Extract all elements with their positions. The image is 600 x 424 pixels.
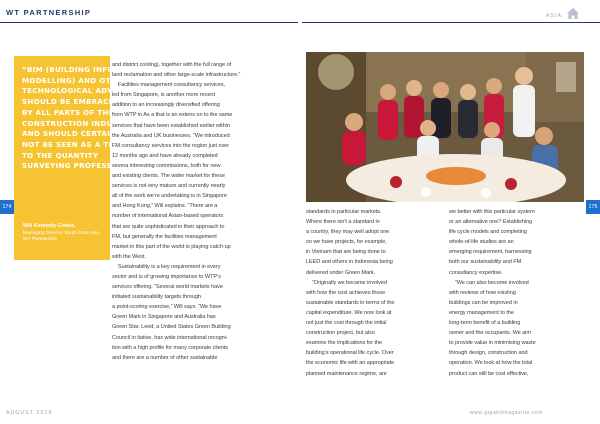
team-dinner-photo	[306, 52, 584, 202]
quote-author-name: Will Kennedy-Cooke,	[23, 223, 76, 229]
text-line: long-term benefit of a building	[449, 320, 521, 327]
region-label: ASIA	[546, 13, 563, 19]
text-line: a country, they may well adopt one	[306, 229, 390, 236]
issue-date: AUGUST 2019	[6, 410, 53, 416]
text-line: consultancy expertise.	[449, 269, 503, 276]
quote-line: “BIM (BUILDING INFORMATION	[22, 65, 153, 74]
text-line: services that have been established earlier within	[112, 122, 230, 129]
text-line: product can still be cost effective,	[449, 370, 529, 377]
text-line: life cycle models and completing	[449, 229, 527, 236]
text-line: construction project, but also	[306, 330, 375, 337]
body-column-right	[449, 207, 583, 379]
text-line: sustainable standards in terms of the	[306, 299, 395, 306]
text-line: building’s operational life cycle. Over	[306, 350, 394, 357]
text-line: addition to an increasingly diversified offering	[112, 102, 220, 109]
text-line: Facilities management consultancy services,	[112, 82, 226, 89]
text-line: the economic life with an appropriate	[306, 360, 395, 367]
text-line: so we have projects, for example,	[306, 239, 387, 246]
text-line: LEED and others in Indonesia being	[306, 259, 393, 266]
text-line: FM consultancy services into the region just over	[112, 142, 229, 149]
text-line: “We can also become involved	[449, 279, 529, 286]
quote-line: TO THE QUANTITY	[22, 150, 99, 160]
body-column-middle	[306, 207, 438, 379]
text-line: and Hong Kong,” Will explains. “There are a	[112, 203, 218, 210]
text-line: led from Singapore, is another more recent	[112, 92, 215, 99]
text-line: “Originally we became involved	[306, 279, 387, 286]
page-number-left: 174	[0, 200, 14, 214]
text-line: severa interesting commissions, both for new	[112, 162, 221, 169]
quote-author-role: Managing Director South East Asia, WT Partnership	[23, 231, 101, 243]
text-line: with reviews of how existing	[449, 289, 516, 296]
text-line: and existing clients. The wider market for these	[112, 173, 225, 180]
text-line: emerging requirement, harnessing	[449, 249, 532, 256]
text-line: Where there isn’t a standard in	[306, 219, 380, 226]
text-line: that are quite sophisticated in their approach to	[112, 223, 225, 230]
text-line: 12 months ago and have already completed	[112, 152, 218, 159]
text-line: initiated sustainability targets through	[112, 294, 201, 301]
text-line: with how the cost achieves those	[306, 289, 386, 296]
page-number-right: 175	[586, 200, 600, 214]
text-line: the Australia and UK businesses. “We introduced	[112, 132, 230, 139]
text-line: Green Mark in Singapore and Australia has	[112, 314, 216, 321]
text-line: standards in particular markets.	[306, 209, 382, 215]
text-line: owner and the occupants. We aim	[449, 330, 531, 337]
text-line: to provide value in minimising waste	[449, 340, 536, 347]
text-line: and district cooling), together with the full range of	[112, 62, 232, 68]
body-column-left	[112, 60, 292, 363]
text-line: sector and is of growing importance to WTP’s	[112, 273, 221, 280]
text-line: FM, but generally the facilities management	[112, 233, 217, 240]
text-line: in Vietnam that are being done to	[306, 249, 386, 256]
text-line: through design, construction and	[449, 350, 528, 357]
pull-quote-text	[22, 65, 153, 172]
quote-line: SHOULD BE EMBRACED FULLY	[22, 97, 148, 107]
section-title: WT PARTNERSHIP	[6, 8, 92, 17]
text-line: Green Star. Leed, a United States Green Building	[112, 324, 231, 331]
text-line: not just the cost through the initial	[306, 320, 387, 327]
text-line: examine the implications for the	[306, 340, 383, 347]
text-line: capital expenditure. We now look at	[306, 309, 392, 316]
text-line: delivered under Green Mark.	[306, 269, 375, 276]
text-line: services is not very mature and currently nearly	[112, 183, 226, 190]
text-line: energy management to the	[449, 309, 514, 316]
text-line: with the West.	[112, 253, 146, 260]
text-line: operation. We look at how the total	[449, 360, 533, 367]
text-line: a point-scoring exercise,” Will says. “We have	[112, 304, 222, 311]
text-line: land reclamation and other large-scale infrastructure.”	[112, 72, 241, 79]
quote-line: MODELLING) AND OTHER	[22, 75, 128, 85]
text-line: we better with this particular system	[449, 209, 535, 215]
text-line: Council in tiative, has wide international recogni-	[112, 334, 228, 341]
text-line: from WTP in As a that is an extens on to the same	[112, 112, 233, 119]
text-line: or an alternative one? Establishing	[449, 219, 533, 226]
text-line: planned maintenance regime, are	[306, 370, 387, 377]
text-line: buildings can be improved in	[449, 299, 518, 306]
text-line: and there are a number of other sustainable	[112, 354, 218, 361]
quote-line: NOT BE SEEN AS A THREAT	[22, 139, 136, 149]
quote-line: AND SHOULD CERTAINLY	[22, 129, 126, 139]
quote-line: TECHNOLOGICAL ADVANCE	[22, 86, 136, 96]
quote-line: BY ALL PARTS OF THE	[22, 107, 114, 117]
quote-line: SURVEYING PROFESSION”	[22, 161, 133, 171]
text-line: whole-of-life studies are an	[449, 239, 514, 246]
house-icon[interactable]	[566, 7, 580, 20]
text-line: both our sustainability and FM	[449, 259, 522, 266]
text-line: Sustainability is a key requirement in every	[112, 263, 221, 270]
text-line: services offering. “Several world markets have	[112, 284, 223, 291]
text-line: all of the work we’re undertaking is in Singapore	[112, 193, 227, 200]
header-rule-left	[0, 22, 298, 23]
text-line: number of international Asian-based operators	[112, 213, 224, 220]
website-link[interactable]: www.gigabitmagazine.com	[470, 410, 543, 416]
quote-line: CONSTRUCTION INDUSTRY	[22, 118, 135, 128]
header-rule-right	[302, 22, 600, 23]
text-line: market in this part of the world is playing catch-up	[112, 243, 231, 250]
text-line: tion with a high profile for many corporate clients	[112, 344, 228, 351]
